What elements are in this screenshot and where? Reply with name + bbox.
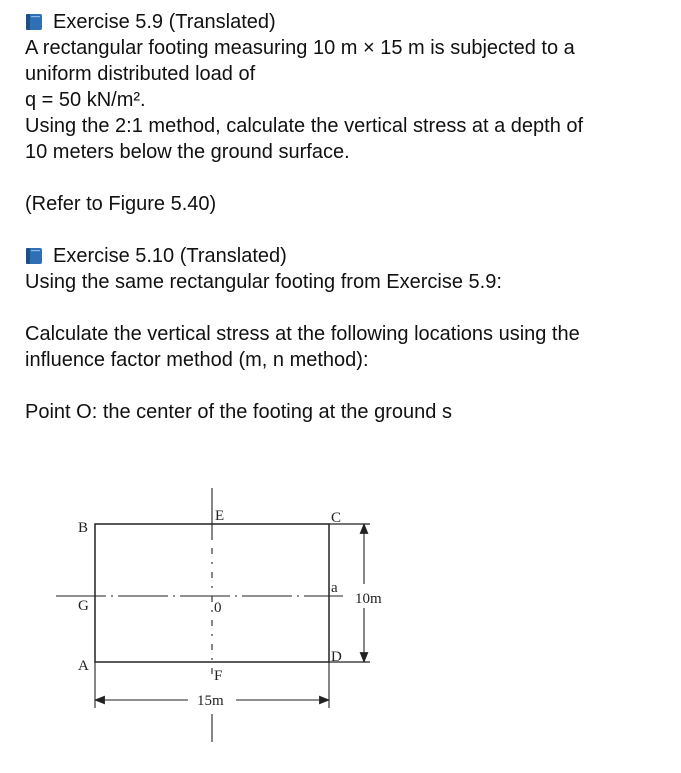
- exercise-5-9-line-2: uniform distributed load of: [25, 63, 256, 85]
- exercise-5-10-line-2: Calculate the vertical stress at the following locations using the: [25, 323, 580, 345]
- label-d: D: [331, 649, 342, 665]
- label-g: G: [78, 598, 89, 614]
- exercise-5-10-line-3: influence factor method (m, n method):: [25, 349, 369, 371]
- footing-outline: [95, 524, 329, 662]
- label-height: 10m: [355, 591, 382, 607]
- exercise-5-9-heading: [25, 9, 665, 35]
- footing-figure: [0, 480, 681, 768]
- footing-diagram: [0, 480, 681, 768]
- exercise-5-9-line-5: 10 meters below the ground surface.: [25, 141, 350, 163]
- exercise-5-9-reference: (Refer to Figure 5.40): [25, 193, 217, 215]
- label-a-lower: a: [331, 580, 338, 596]
- exercise-5-10-line-1: Using the same rectangular footing from Exercise 5.9:: [25, 271, 502, 293]
- exercise-5-10-line-4: Point O: the center of the footing at the ground s: [25, 401, 452, 423]
- exercise-text: [25, 9, 665, 425]
- label-f: F: [214, 668, 223, 684]
- label-c: C: [331, 510, 342, 526]
- label-o: 0: [214, 600, 222, 616]
- label-width: 15m: [197, 693, 224, 709]
- label-b: B: [78, 520, 89, 536]
- blue-book-icon: [25, 13, 43, 31]
- exercise-5-9-line-1: A rectangular footing measuring 10 m × 15 m is subjected to a: [25, 37, 575, 59]
- exercise-5-9-line-3: q = 50 kN/m².: [25, 89, 146, 111]
- exercise-5-9-title: Exercise 5.9 (Translated): [53, 11, 276, 33]
- blue-book-icon: [25, 247, 43, 265]
- exercise-5-9-line-4: Using the 2:1 method, calculate the vertical stress at a depth of: [25, 115, 584, 137]
- label-a: A: [78, 658, 89, 674]
- exercise-5-10-heading: [25, 243, 665, 269]
- exercise-5-10-title: Exercise 5.10 (Translated): [53, 245, 287, 267]
- label-e: E: [215, 508, 225, 524]
